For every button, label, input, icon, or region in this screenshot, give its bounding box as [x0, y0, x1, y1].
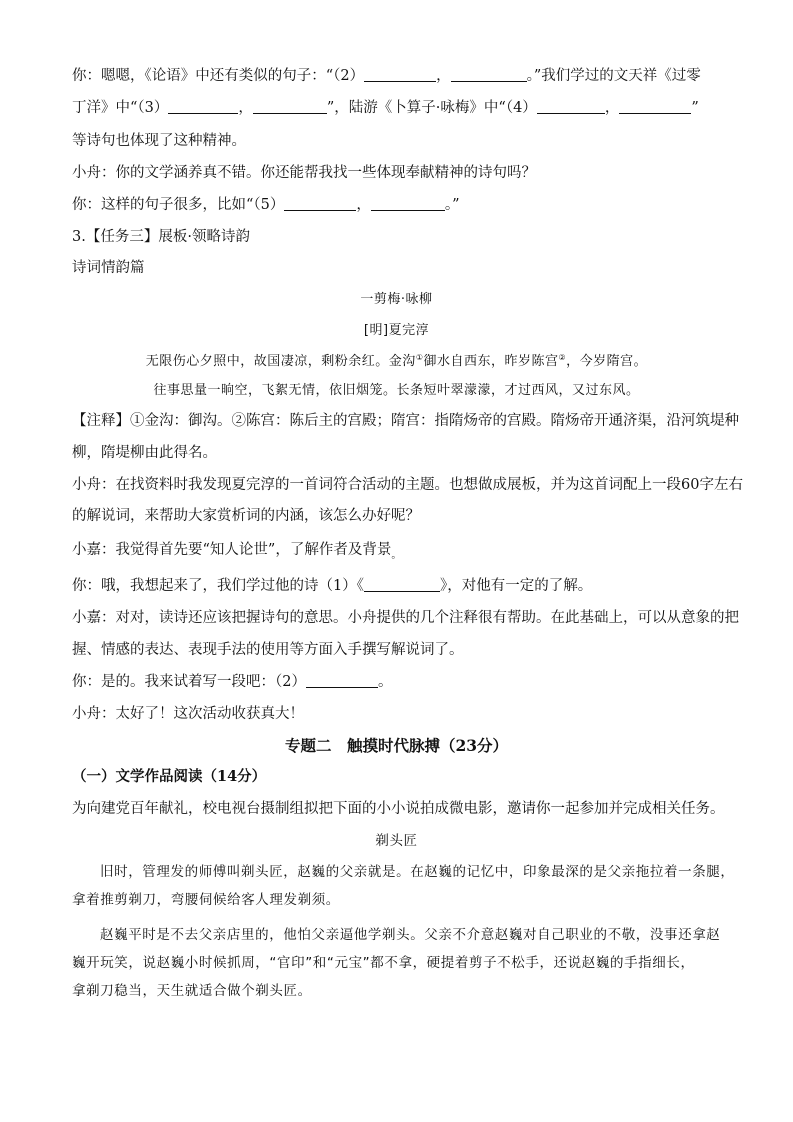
dialogue-line: 握、情感的表达、表现手法的使用等方面入手撰写解说词了。: [72, 642, 464, 658]
dialogue-line: [72, 66, 732, 86]
answer-blank[interactable]: [451, 66, 527, 82]
answer-blank[interactable]: [306, 672, 378, 688]
dialogue-text: 你：哦，我想起来了，我们学过他的诗（1）《: [72, 578, 364, 594]
story-paragraph-line: 巍开玩笑，说赵巍小时候抓周，“官印”和“元宝”都不拿，硬提着剪子不松手，还说赵巍的手指细长，: [72, 955, 695, 971]
section-intro: 为向建党百年献礼，校电视台摄制组拟把下面的小小说拍成微电影，邀请你一起参加并完成相关任务。: [72, 801, 725, 817]
story-paragraph-line: 旧时，管理发的师傅叫剃头匠，赵巍的父亲就是。在赵巍的记忆中，印象最深的是父亲拖拉着一条腿，: [100, 864, 735, 880]
dialogue-text: 。: [377, 674, 393, 690]
dialogue-text: 你：这样的句子很多，比如“（5）: [72, 197, 285, 213]
answer-blank[interactable]: [284, 195, 356, 211]
answer-blank[interactable]: [619, 98, 691, 114]
dialogue-line: 小舟：你的文学涵养真不错。你还能帮我找一些体现奉献精神的诗句吗？: [72, 165, 536, 181]
dialogue-line: 小舟：太好了！这次活动收获真大！: [72, 706, 304, 722]
story-paragraph-line: 拿剃刀稳当，天生就适合做个剃头匠。: [72, 983, 312, 999]
poem-author: [明]夏完淳: [363, 323, 430, 338]
answer-blank[interactable]: [371, 195, 445, 211]
dialogue-text: 。”: [444, 197, 460, 213]
poem-title: 一剪梅·咏柳: [360, 292, 433, 307]
task-heading: 3.【任务三】展板·领略诗韵: [72, 229, 250, 245]
answer-blank[interactable]: [364, 66, 436, 82]
footnote-mark: ①: [415, 353, 424, 362]
poem-text: ，今岁隋宫。: [566, 354, 648, 369]
answer-blank[interactable]: [537, 98, 605, 114]
dialogue-text: 。”我们学过的文天祥《过零: [526, 68, 701, 84]
dialogue-text: 你：嗯嗯，《论语》中还有类似的句子：“（2）: [72, 68, 365, 84]
task-subheading: 诗词情韵篇: [72, 260, 145, 276]
poem-line: 往事思量一晌空，飞絮无情，依旧烟笼。长条短叶翠濛濛，才过西风，又过东风。: [153, 383, 640, 398]
story-paragraph-line: 拿着推剪剃刀，弯腰伺候给客人理发剃须。: [72, 892, 340, 908]
dialogue-text: 》，对他有一定的了解。: [439, 578, 593, 594]
dialogue-text: 你：是的。我来试着写一段吧：（2）: [72, 674, 306, 690]
punctuation: ，: [356, 197, 371, 213]
dialogue-line: [72, 98, 732, 118]
dialogue-text: ”，陆游《卜算子·咏梅》中“（4）: [326, 100, 537, 116]
section-heading: （一）文学作品阅读（14分）: [72, 768, 267, 785]
topic-heading: 专题二 触摸时代脉搏（23分）: [284, 736, 509, 755]
story-title: 剃头匠: [375, 833, 418, 849]
dialogue-line: [72, 540, 732, 566]
punctuation: 。: [391, 550, 402, 561]
answer-blank[interactable]: [364, 576, 440, 592]
story-paragraph-line: 赵巍平时是不去父亲店里的，他怕父亲逼他学剃头。父亲不介意赵巍对自己职业的不敬，没事还拿赵: [100, 927, 721, 943]
answer-blank[interactable]: [168, 98, 238, 114]
poem-text: 御水自西东，昨岁陈宫: [423, 354, 559, 369]
poem-line: [0, 352, 793, 372]
dialogue-line: 等诗句也体现了这种精神。: [72, 133, 246, 149]
dialogue-text: 丁洋》中“（3）: [72, 100, 169, 116]
punctuation: ，: [238, 100, 253, 116]
dialogue-text: ”: [691, 100, 699, 116]
annotation-line: 【注释】①金沟：御沟。②陈宫：陈后主的宫殿；隋宫：指隋炀帝的宫殿。隋炀帝开通济渠，沿河筑堤种: [72, 413, 739, 429]
answer-blank[interactable]: [253, 98, 327, 114]
punctuation: ，: [436, 68, 451, 84]
dialogue-line: 小舟：在找资料时我发现夏完淳的一首词符合活动的主题。也想做成展板，并为这首词配上一段60字左右: [72, 477, 743, 493]
dialogue-line: [72, 672, 732, 692]
dialogue-text: 小嘉：我觉得首先要“知人论世”，了解作者及背景: [72, 542, 392, 558]
dialogue-line: 小嘉：对对，读诗还应该把握诗句的意思。小舟提供的几个注释很有帮助。在此基础上，可以从意象的把: [72, 610, 739, 626]
dialogue-line: [72, 576, 732, 596]
poem-text: 无限伤心夕照中，故国凄凉，剩粉余红。金沟: [145, 354, 416, 369]
annotation-line: 柳，隋堤柳由此得名。: [72, 445, 217, 461]
footnote-mark: ②: [558, 353, 567, 362]
punctuation: ，: [604, 100, 620, 116]
dialogue-line: [72, 195, 732, 215]
dialogue-line: 的解说词，来帮助大家赏析词的内涵，该怎么办好呢？: [72, 508, 420, 524]
